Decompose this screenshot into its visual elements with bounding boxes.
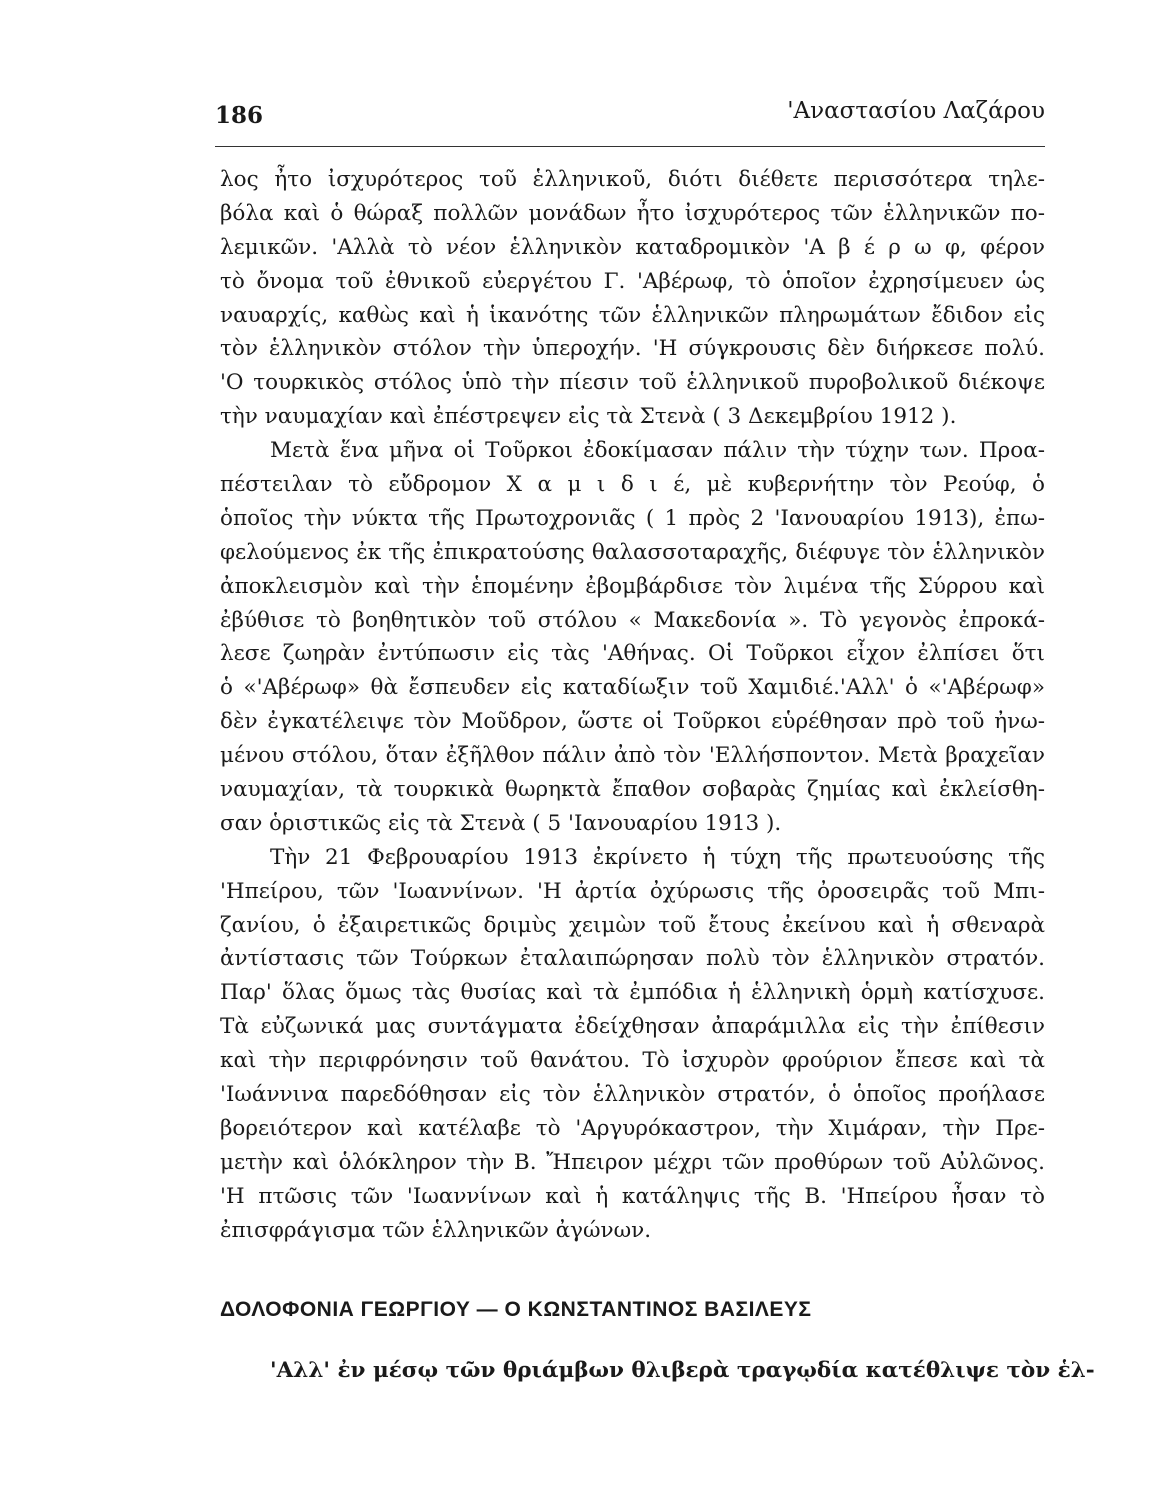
text-line: δὲν ἐγκατέλειψε τὸν Μοῦδρον, ὥστε οἱ Τοῦρκοι εὑρέθησαν πρὸ τοῦ ἠνω- xyxy=(220,709,1045,735)
text-line: ζανίου, ὁ ἐξαιρετικῶς δριμὺς χειμὼν τοῦ ἔτους ἐκείνου καὶ ἡ σθεναρὰ xyxy=(220,912,1045,938)
text-line: ναυαρχίς, καθὼς καὶ ἡ ἱκανότης τῶν ἑλληνικῶν πληρωμάτων ἔδιδον εἰς xyxy=(220,302,1045,328)
text-line: ἀντίστασις τῶν Τούρκων ἐταλαιπώρησαν πολὺ τὸν ἑλληνικὸν στρατόν. xyxy=(220,946,1045,972)
text-line: Τὴν 21 Φεβρουαρίου 1913 ἐκρίνετο ἡ τύχη τῆς πρωτευούσης τῆς xyxy=(270,844,1045,870)
text-line: ἐπισφράγισμα τῶν ἑλληνικῶν ἀγώνων. xyxy=(220,1217,652,1243)
text-line: βορειότερον καὶ κατέλαβε τὸ 'Αργυρόκαστρον, τὴν Χιμάραν, τὴν Πρε- xyxy=(220,1115,1045,1141)
text-line: 'Η πτῶσις τῶν 'Ιωαννίνων καὶ ἡ κατάληψις τῆς Β. 'Ηπείρου ἦσαν τὸ xyxy=(220,1183,1045,1209)
text-line: ὁ «'Αβέρωφ» θὰ ἔσπευδεν εἰς καταδίωξιν τοῦ Χαμιδιέ.'Αλλ' ὁ «'Αβέρωφ» xyxy=(220,675,1045,701)
section-opening-line: 'Αλλ' ἐν μέσῳ τῶν θριάμβων θλιβερὰ τραγῳδία κατέθλιψε τὸν ἑλ- xyxy=(270,1358,1095,1383)
text-line: τὴν ναυμαχίαν καὶ ἐπέστρεψεν εἰς τὰ Στενὰ ( 3 Δεκεμβρίου 1912 ). xyxy=(220,404,957,430)
text-line: 'Ηπείρου, τῶν 'Ιωαννίνων. 'Η ἀρτία ὀχύρωσις τῆς ὀροσειρᾶς τοῦ Μπι- xyxy=(220,878,1045,904)
text-line: ἐβύθισε τὸ βοηθητικὸν τοῦ στόλου « Μακεδονία ». Τὸ γεγονὸς ἐπροκά- xyxy=(220,607,1045,633)
text-line: τὸ ὄνομα τοῦ ἐθνικοῦ εὐεργέτου Γ. 'Αβέρωφ, τὸ ὁποῖον ἐχρησίμευεν ὡς xyxy=(220,268,1045,294)
text-line: βόλα καὶ ὁ θώραξ πολλῶν μονάδων ἦτο ἰσχυρότερος τῶν ἑλληνικῶν πο- xyxy=(220,200,1045,226)
section-heading: ΔΟΛΟΦΟΝΙΑ ΓΕΩΡΓΙΟΥ — Ο ΚΩΝΣΤΑΝΤΙΝΟΣ ΒΑΣΙΛΕΥΣ xyxy=(220,1298,812,1321)
text-line: λεμικῶν. 'Αλλὰ τὸ νέον ἑλληνικὸν καταδρομικὸν 'Α β έ ρ ω φ, φέρον xyxy=(220,234,1045,260)
text-line: σαν ὁριστικῶς εἰς τὰ Στενὰ ( 5 'Ιανουαρίου 1913 ). xyxy=(220,810,782,836)
text-line: πέστειλαν τὸ εὔδρομον Χ α μ ι δ ι έ, μὲ κυβερνήτην τὸν Ρεούφ, ὁ xyxy=(220,472,1045,498)
text-line: Μετὰ ἕνα μῆνα οἱ Τοῦρκοι ἐδοκίμασαν πάλιν τὴν τύχην των. Προα- xyxy=(270,438,1045,464)
text-line: 'Ιωάννινα παρεδόθησαν εἰς τὸν ἑλληνικὸν στρατόν, ὁ ὁποῖος προήλασε xyxy=(220,1082,1045,1108)
body-text xyxy=(220,163,1045,1248)
text-line: Παρ' ὅλας ὅμως τὰς θυσίας καὶ τὰ ἐμπόδια ἡ ἑλληνικὴ ὁρμὴ κατίσχυσε. xyxy=(220,980,1045,1006)
page-header xyxy=(215,96,1045,147)
text-line: καὶ τὴν περιφρόνησιν τοῦ θανάτου. Τὸ ἰσχυρὸν φρούριον ἔπεσε καὶ τὰ xyxy=(220,1048,1045,1074)
page-number: 186 xyxy=(215,102,264,129)
text-line: ναυμαχίαν, τὰ τουρκικὰ θωρηκτὰ ἔπαθον σοβαρὰς ζημίας καὶ ἐκλείσθη- xyxy=(220,777,1045,803)
text-line: ὁποῖος τὴν νύκτα τῆς Πρωτοχρονιᾶς ( 1 πρὸς 2 'Ιανουαρίου 1913), ἐπω- xyxy=(220,505,1045,531)
text-line: μετὴν καὶ ὁλόκληρον τὴν Β. Ἤπειρον μέχρι τῶν προθύρων τοῦ Αὐλῶνος. xyxy=(220,1149,1045,1175)
text-line: 'Ο τουρκικὸς στόλος ὑπὸ τὴν πίεσιν τοῦ ἑλληνικοῦ πυροβολικοῦ διέκοψε xyxy=(220,370,1045,396)
text-line: μένου στόλου, ὅταν ἐξῆλθον πάλιν ἀπὸ τὸν 'Ελλήσποντον. Μετὰ βραχεῖαν xyxy=(220,743,1045,769)
text-line: λος ἦτο ἰσχυρότερος τοῦ ἑλληνικοῦ, διότι διέθετε περισσότερα τηλε- xyxy=(220,167,1045,192)
text-line: Τὰ εὐζωνικά μας συντάγματα ἐδείχθησαν ἀπαράμιλλα εἰς τὴν ἐπίθεσιν xyxy=(220,1014,1045,1040)
text-line: ἀποκλεισμὸν καὶ τὴν ἑπομένην ἐβομβάρδισε τὸν λιμένα τῆς Σύρρου καὶ xyxy=(220,573,1045,599)
text-line: λεσε ζωηρὰν ἐντύπωσιν εἰς τὰς 'Αθήνας. Οἱ Τοῦρκοι εἶχον ἐλπίσει ὅτι xyxy=(220,641,1045,667)
text-line: τὸν ἑλληνικὸν στόλον τὴν ὑπεροχήν. 'Η σύγκρουσις δὲν διήρκεσε πολύ. xyxy=(220,336,1045,362)
running-title: 'Αναστασίου Λαζάρου xyxy=(787,98,1045,124)
text-line: φελούμενος ἐκ τῆς ἐπικρατούσης θαλασσοταραχῆς, διέφυγε τὸν ἑλληνικὸν xyxy=(220,539,1045,565)
